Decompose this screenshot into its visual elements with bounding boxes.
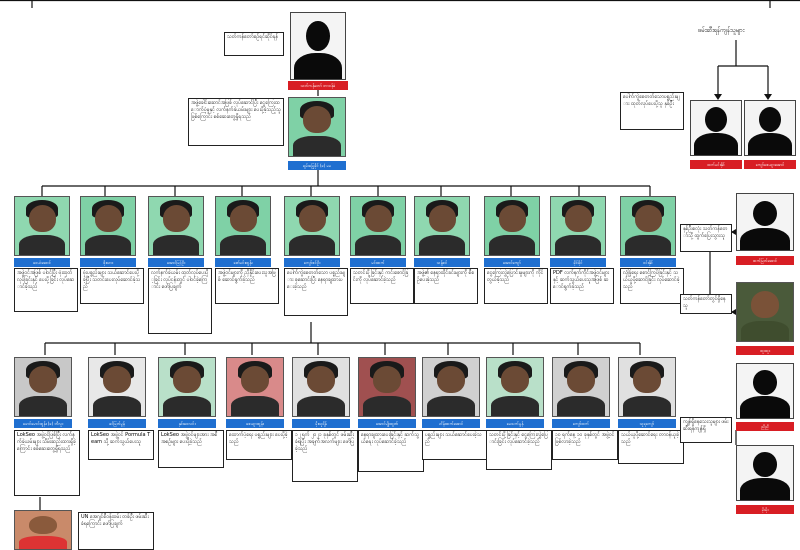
row2-member-name: မေသက်မွန် [486, 419, 544, 428]
wanted-left-silhouette [690, 100, 742, 156]
row1-member-name: ကျော်ဇင်ဦး [284, 258, 340, 267]
row2-member-photo [88, 357, 146, 417]
right-name-1: ထက်မြတ်အောင် [736, 256, 794, 265]
wanted-pair-description: ပေါက်ကွဲစေတတ်သောပစ္စည်းများ ထုတ်လုပ်ပေးပို့သူ နှစ်ဦး [620, 92, 684, 130]
row2-member-description: ပစ္စည်းများ သယ်ဆောင်ပေးခဲ့သည် [422, 430, 488, 460]
row1-member-photo [14, 196, 70, 256]
row2-member-photo [486, 357, 544, 417]
row1-member-description: ပေါက်ကွဲစေတတ်သော ပစ္စည်းများ စုဆောင်းပြီး နေရာချထားပေးခဲ့သည် [284, 268, 348, 316]
row2-member-photo [14, 357, 72, 417]
row2-member-name: မိုးသူရိန် [292, 419, 350, 428]
right-name-3: ညီညီ [736, 422, 794, 431]
row1-member-name: ဖိုးသား [80, 258, 136, 267]
row2-member-name: အောင်မျိုးထွဏ် [358, 419, 416, 428]
top-unknown-silhouette [290, 12, 346, 80]
row2-member-description: သတင်းပို့ခြင်းနှင့် ငွေကြေးလွှဲပြောင်းခြင်း လုပ်ဆောင်ခဲ့သည် [486, 430, 552, 470]
wanted-right-name: ကျော်ဇေယျာအောင် [744, 160, 796, 169]
right-bottom-label: ကျန်ရှိနေသေးသူများ ဖမ်းဆီးရန်ကျန်ရှိ [680, 417, 732, 443]
row2-member-description: ၁၀ ရက်နေ့ ၁၀ ခုနှစ်တွင် အဖွဲ့ဝင်ဖြစ်လာခဲ့သည် [552, 430, 618, 460]
leader-photo [288, 97, 346, 157]
row1-member-photo [284, 196, 340, 256]
top-unknown-label: သတ်ကန်တော်စဉ်ရင်ဆိုင်ရန် [224, 32, 284, 56]
row2-member-photo [618, 357, 676, 417]
row2-member-description: သယ်ယူပို့ဆောင်ရေး တာဝန်ယူခဲ့သည် [618, 430, 684, 464]
wanted-pair-label: ဖမ်းဆီးရန်ကျန်သူများ [696, 26, 776, 38]
row2-member-description: LokSeo အဖွဲ့ဝင်ဖြစ်ပြီး လက်နက်ခဲယမ်းများ သိမ်းဆည်းထားရှိခဲ့ကြောင်း စစ်ဆေးတွေ့ရှိရသည် [14, 430, 80, 496]
row1-member-description: ဗုံးပစ္စည်းများ သယ်ဆောင်ပေးပို့ခဲ့ပြီး သတင်းပေးလုပ်ဆောင်ခဲ့သည် [80, 268, 144, 304]
row2-member-name: ခင်မြတ်မွန် [88, 419, 146, 428]
row2-member-name: ဇေယျာထွန်း [226, 419, 284, 428]
right-mid-label: နှစ်ဦးစလုံး သတ်ကန်တော်သို့ ထွက်ပြေးသွားသူ [680, 224, 732, 252]
row1-member-description: PDF လက်နက်ကိုင်အဖွဲ့ဝင်များနှင့် ဆက်သွယ်ပေးသူအဖြစ် ဆောင်ရွက်ခဲ့သည် [550, 268, 614, 304]
silhouette-body-icon [294, 53, 342, 80]
row2-member-description: ထောက်ပံ့ရေး ပစ္စည်းများ ပေးပို့ခဲ့သည် [226, 430, 292, 460]
row2-member-photo [158, 357, 216, 417]
row2-member-description: LokSeo အဖွဲ့ဝင် Pormula Team သို့ ဆက်သွယ်ပေးသူ [88, 430, 154, 460]
row1-member-description: အဖွဲ့ဝင်အဖြစ် ပါဝင်ပြီး ဗုံးထုတ်လုပ်ခြင်းနှင့် ပေးပို့ခြင်း လုပ်ဆောင်ခဲ့သည် [14, 268, 78, 312]
row2-member-photo [226, 357, 284, 417]
row2-member-name: သူရကျော် [618, 419, 676, 428]
top-unknown-name: သတ်ကန်တော် တာဝန်ခံ [288, 81, 348, 90]
right-photo-2 [736, 282, 794, 342]
row1-member-description: လုံခြုံရေး စောင့်ကြပ်ခြင်းနှင့် သယ်ယူပို့ဆောင်ခြင်း လုပ်ဆောင်ခဲ့သည် [620, 268, 684, 304]
row1-member-name: အောင်ကျော် [484, 258, 540, 267]
row1-member-description: အဖွဲ့ဝင်များကို ညှိနှိုင်းပေးသူအဖြစ် ဆောင်ရွက်ခဲ့သည် [215, 268, 279, 304]
row2-member-name: ကျော်ထက် [552, 419, 610, 428]
row1-member-name: အောင်မြင့်ဦး [148, 258, 204, 267]
row2-member-photo [422, 357, 480, 417]
right-name-4: မိုးမိုး [736, 505, 794, 514]
row2-member-description: နေရာချထားပေးခြင်းနှင့် ဆက်သွယ်ရေး လုပ်ဆောင်ခဲ့သည် [358, 430, 424, 472]
row1-member-photo [550, 196, 606, 256]
row1-member-photo [484, 196, 540, 256]
row1-member-name: မင်းထက် [350, 258, 406, 267]
row2-member-name: ဟိန်းထက်အောင် [422, 419, 480, 428]
row1-member-name: သန့်ဇင် [414, 258, 470, 267]
right-low-label: သတ်ကန်တော်တွင်ရှိနေသူ [680, 294, 732, 314]
row1-member-photo [414, 196, 470, 256]
row1-member-photo [215, 196, 271, 256]
row3-description: UN အေဂျင်စီဝန်ထမ်း တစ်ဦး ဖမ်းဆီးခံရကြောင်း ဖော်ပြချက် [78, 512, 154, 550]
row1-member-photo [350, 196, 406, 256]
row2-member-photo [552, 357, 610, 417]
wanted-right-silhouette [744, 100, 796, 156]
row1-member-description: လက်နက်ခဲယမ်း ထုတ်လုပ်ပေးပို့ခြင်း လုပ်ငန်းတွင် ပါဝင်ခဲ့ကြောင်း ဖော်ပြချက် [148, 268, 212, 334]
row2-member-photo [358, 357, 416, 417]
row2-member-description: ၁၂ ရက် ၂၀၂၁ ခုနှစ်တွင် ဖမ်းဆီးခံရပြီး အချက်အလက်များ ဖော်ပြခဲ့သည် [292, 430, 358, 482]
right-silhouette-3 [736, 363, 794, 419]
row1-member-photo [148, 196, 204, 256]
row1-member-description: အဖွဲ့၏ နေရာထိုင်ခင်းများကို စီစဉ်ပေးခဲ့သည် [414, 268, 478, 304]
row1-member-name: ဇော်မင်းထွန်း [215, 258, 271, 267]
silhouette-head-icon [306, 21, 330, 51]
row1-member-name: ခိုင်ခိုင် [550, 258, 606, 267]
row1-member-name: ဝေယံအောင် [14, 258, 70, 267]
row2-member-name: မောင်မောင်ထွန်း (ခ) ဘီလူး [14, 419, 72, 428]
right-name-2: ထူးထူး [736, 346, 794, 355]
leader-name: ချမ်းမြေ့ခိုင် (ခ) မမ [288, 161, 346, 170]
row2-member-description: LokSeo အဖွဲ့ဝင်များအား အစီအစဉ်များ ပေးပို့ခဲ့သည် [158, 430, 224, 468]
row1-member-photo [620, 196, 676, 256]
row1-member-description: သတင်းပို့ခြင်းနှင့် ကင်းစောင့်ခြင်းကို လုပ်ဆောင်ခဲ့သည် [350, 268, 414, 304]
row2-member-photo [292, 357, 350, 417]
row1-member-description: ငွေကြေးလွှဲပြောင်းမှုများကို ကိုင်တွယ်ခဲ့သည် [484, 268, 548, 304]
wanted-left-name: ထက်မင်းနိုင် [690, 160, 742, 169]
leader-description: အဖွဲ့ခေါင်းဆောင်အဖြစ် လုပ်ဆောင်ပြီး ငွေကြေးထောက်ပံ့မှုနှင့် လက်နက်ခဲယမ်းများ ပေးပို့ခဲ့သည့်သူဖြစ်ကြောင်း စစ်ဆေးတွေ့ရှိရသည် [188, 98, 284, 146]
row1-member-photo [80, 196, 136, 256]
row1-member-name: ဝင်းနိုင် [620, 258, 676, 267]
right-silhouette-4 [736, 445, 794, 501]
row3-person-photo [14, 510, 72, 550]
right-silhouette-1 [736, 193, 794, 251]
row2-member-name: နှင်းဝေလင်း [158, 419, 216, 428]
